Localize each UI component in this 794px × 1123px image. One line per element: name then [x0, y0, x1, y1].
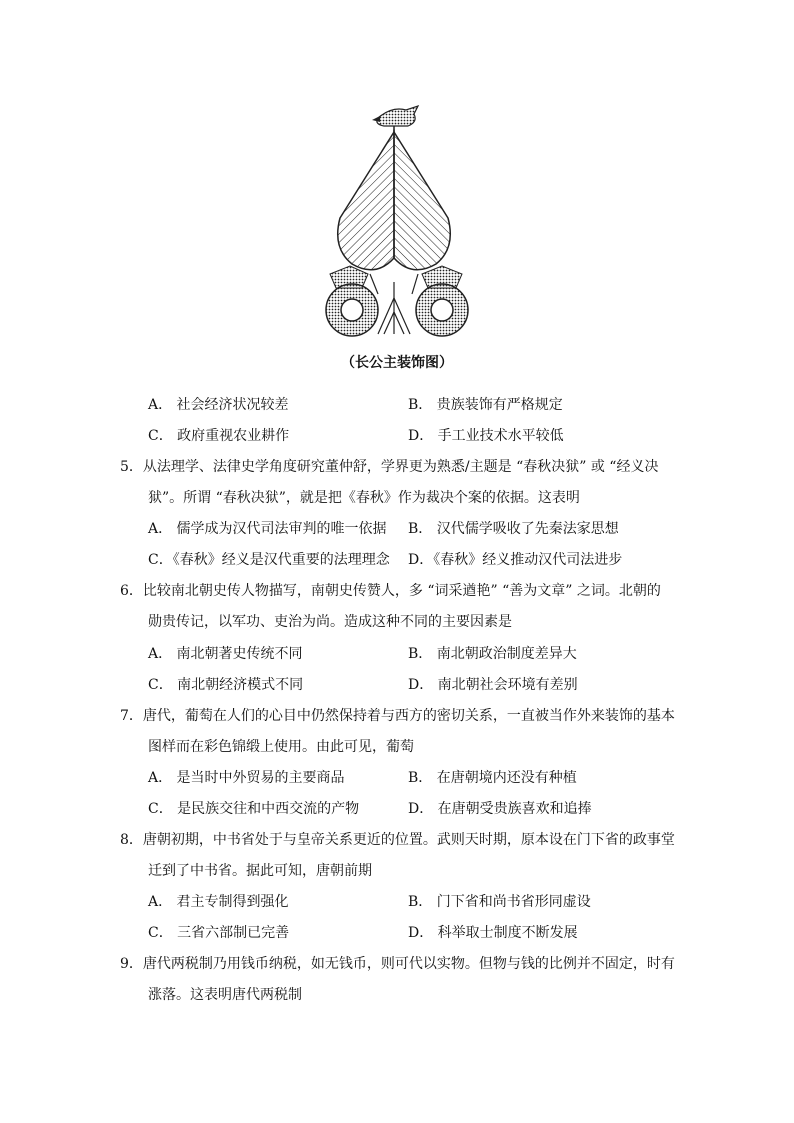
q7-option-c[interactable]: C． 是民族交往和中西交流的产物: [148, 801, 360, 817]
q4-option-d[interactable]: D． 手工业技术水平较低: [408, 428, 564, 444]
figure-caption: （长公主装饰图）: [341, 355, 453, 371]
q7-option-a[interactable]: A． 是当时中外贸易的主要商品: [148, 770, 345, 786]
q8-option-c[interactable]: C． 三省六部制已完善: [148, 925, 290, 941]
q8-stem-line1: 8．唐朝初期，中书省处于与皇帝关系更近的位置。武则天时期，原本设在门下省的政事堂: [120, 832, 675, 848]
ornament-figure: [322, 98, 502, 348]
q7-option-b[interactable]: B． 在唐朝境内还没有种植: [408, 770, 577, 786]
leaf-shape: [338, 132, 451, 270]
q9-stem-line1: 9．唐代两税制乃用钱币纳税，如无钱币，则可代以实物。但物与钱的比例并不固定，时有: [120, 956, 675, 972]
q6-stem-line1: 6．比较南北朝史传人物描写，南朝史传赞人，多 “词采遒艳” “善为文章” 之词。北朝的: [120, 583, 661, 599]
q4-option-c[interactable]: C． 政府重视农业耕作: [148, 428, 290, 444]
q7-option-d[interactable]: D． 在唐朝受贵族喜欢和追捧: [408, 801, 592, 817]
q5-option-d[interactable]: D．《春秋》经义推动汉代司法进步: [408, 552, 623, 568]
q6-option-b[interactable]: B． 南北朝政治制度差异大: [408, 646, 577, 662]
left-wheel: [326, 266, 378, 336]
q4-option-a[interactable]: A． 社会经济状况较差: [148, 397, 289, 413]
q7-stem-line1: 7．唐代，葡萄在人们的心目中仍然保持着与西方的密切关系，一直被当作外来装饰的基本: [120, 708, 675, 724]
ornament-illustration: [322, 98, 502, 348]
q8-stem-line2: 迁到了中书省。据此可知，唐朝前期: [148, 863, 372, 879]
q5-option-b[interactable]: B． 汉代儒学吸收了先秦法家思想: [408, 521, 619, 537]
q5-stem-line2: 狱”。所谓 “春秋决狱”，就是把《春秋》作为裁决个案的依据。这表明: [148, 490, 580, 506]
q8-option-a[interactable]: A． 君主专制得到强化: [148, 894, 289, 910]
q9-stem-line2: 涨落。这表明唐代两税制: [148, 987, 302, 1003]
q4-option-b[interactable]: B． 贵族装饰有严格规定: [408, 397, 563, 413]
q8-option-d[interactable]: D． 科举取士制度不断发展: [408, 925, 578, 941]
stem-lines: [378, 282, 410, 334]
q5-option-a[interactable]: A． 儒学成为汉代司法审判的唯一依据: [148, 521, 387, 537]
right-wheel: [412, 266, 468, 336]
q6-stem-line2: 勋贵传记，以军功、吏治为尚。造成这种不同的主要因素是: [148, 614, 512, 630]
q6-option-d[interactable]: D． 南北朝社会环境有差别: [408, 677, 578, 693]
q8-option-b[interactable]: B． 门下省和尚书省形同虚设: [408, 894, 591, 910]
q5-option-c[interactable]: C．《春秋》经义是汉代重要的法理理念: [148, 552, 390, 568]
bird-shape: [372, 106, 418, 132]
q6-option-c[interactable]: C． 南北朝经济模式不同: [148, 677, 304, 693]
q5-stem-line1: 5．从法理学、法律史学角度研究董仲舒，学界更为熟悉/主题是 “春秋决狱” 或 “经义决: [120, 459, 659, 475]
q6-option-a[interactable]: A． 南北朝著史传统不同: [148, 646, 303, 662]
q7-stem-line2: 图样而在彩色锦缎上使用。由此可见，葡萄: [148, 739, 414, 755]
